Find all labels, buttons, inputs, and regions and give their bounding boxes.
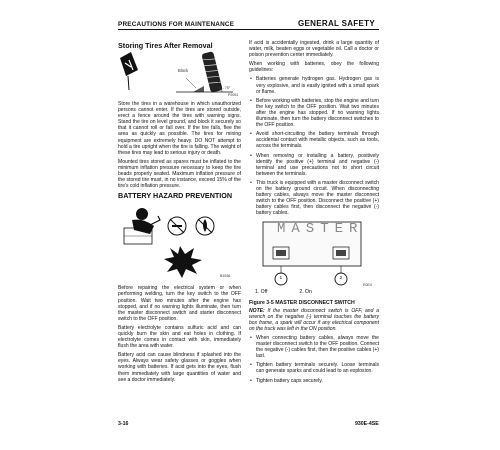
- worker-with-battery-icon: [124, 208, 160, 244]
- warning-sign-icon: [120, 52, 138, 90]
- switch-label: MASTER: [277, 221, 364, 238]
- acid-ingestion-paragraph: If acid is accidentally ingested, drink a large quantity of water, milk, beaten eggs or vegetable oil. Call a doctor or poison prevention center immediately.: [249, 40, 379, 59]
- tire-storage-figure: [118, 42, 241, 97]
- legend-on: 2. On: [299, 289, 312, 296]
- tire-block-label: Block: [178, 68, 189, 73]
- note-text: If the master disconnect switch is OFF, and a wrench on the negative (-) terminal touches the battery box frame, a spark will occur if any electrical component on the truck was left in the ON position.: [249, 307, 380, 332]
- list-item: • This truck is equipped with a master disconnect switch on the battery ground circuit. When disconnecting battery cables, always move the master disconnect switch to the OFF position. Disconnect the positive (+) battery cables first, then disconnect the negative (-) battery cables.: [249, 180, 379, 217]
- no-smoking-icon: [168, 217, 186, 235]
- list-item: • Avoid short-circuiting the battery terminals through accidental contact with metallic objects, such as tools, across the terminals.: [249, 131, 379, 149]
- figure-caption: Figure 3-5 MASTER DISCONNECT SWITCH: [249, 299, 355, 306]
- callout-1-label: 1: [279, 275, 283, 281]
- right-column: [249, 40, 379, 387]
- list-item: • Tighten battery caps securely.: [249, 378, 379, 384]
- legend-off: 1. Off: [255, 289, 268, 296]
- note-paragraph: [249, 308, 379, 332]
- connection-guidelines-list: [249, 335, 379, 384]
- tires-heading: Storing Tires After Removal: [118, 41, 213, 50]
- no-flame-icon: [196, 217, 214, 235]
- header-rule: [118, 29, 379, 30]
- guidelines-intro: When working with batteries, obey the following guidelines:: [249, 61, 379, 74]
- switch-legend: [255, 289, 379, 295]
- chapter-header: GENERAL SAFETY: [298, 19, 375, 28]
- battery-hazard-figure: [118, 204, 241, 281]
- switch-figure-code: E0E4: [363, 283, 372, 288]
- battery-guidelines-list: [249, 76, 379, 216]
- master-switch-figure: [249, 220, 379, 287]
- tire-angle-label: 90 - 75°: [217, 86, 231, 90]
- note-prefix: NOTE:: [249, 307, 265, 314]
- document-id: 930E-4SE: [355, 421, 379, 427]
- list-item: • Before working with batteries, stop the engine and turn the key switch to the OFF position. Wait two minutes after the engine has stopped. If no warning lights illuminate, then turn the battery disconnect switches to the OFF position.: [249, 98, 379, 128]
- battery-paragraph-3: Battery acid can cause blindness if splashed into the eyes. Always wear safety glasses or goggles when working with batteries. If acid gets into the eyes, flush them immediately with large quantities of water and see a doctor immediately.: [118, 352, 241, 383]
- left-column: [118, 40, 241, 386]
- tires-paragraph-1: Store the tires in a warehouse in which unauthorized persons cannot enter. If the tires are stored outside, erect a fence around the tires with warning signs. Stand the tire on level ground, and block it securely so that it cannot roll or fall over. If the tire falls, flee the area as quickly as possible. The tires for mining equipment are extremely heavy. DO NOT attempt to hold a tire upright when the tire is falling. The weight of these tires may lead to serious injury or death.: [118, 101, 241, 156]
- page-number: 3-16: [118, 421, 129, 427]
- tire-figure-code: P2051: [228, 93, 239, 97]
- battery-hazard-illustration: [118, 204, 241, 281]
- battery-figure-code: B1536: [220, 274, 231, 279]
- list-item: • When connecting battery cables, always move the master disconnect switch to the OFF position. Connect the negative (-) cables first, then the positive cables (+) last.: [249, 335, 379, 359]
- tires-paragraph-2: Mounted tires stored as spares must be inflated to the minimum inflation pressure necessary to keep the tire beads properly seated. Maximum inflation pressure of the stored tire must, in no instance, exceed 15% of the tire's cold inflation pressure.: [118, 158, 241, 190]
- callout-2-label: 2: [339, 275, 343, 281]
- battery-paragraph-1: Before repairing the electrical system or when performing welding, turn the key switch to the OFF position. Wait two minutes after the engine has stopped, and if no warning lights illuminate, then turn the master disconnect switch and starter disconnect switch to the OFF position.: [118, 285, 241, 322]
- battery-paragraph-2: Battery electrolyte contains sulfuric acid and can quickly burn the skin and eat holes in clothing. If electrolyte comes in contact with skin, immediately flush the area with water.: [118, 324, 241, 350]
- list-item: • Tighten battery terminals securely. Loose terminals can generate sparks and could lead to an explosion.: [249, 362, 379, 374]
- battery-heading: BATTERY HAZARD PREVENTION: [118, 191, 233, 201]
- explosion-icon: [164, 246, 202, 278]
- section-header: PRECAUTIONS FOR MAINTENANCE: [118, 21, 235, 28]
- list-item: • Batteries generate hydrogen gas. Hydrogen gas is very explosive, and is easily ignited with a small spark or flame.: [249, 76, 379, 94]
- list-item: • When removing or installing a battery, positively identify the positive (+) terminal and negative (-) terminal and use precautions not to short circuit between the terminals.: [249, 153, 379, 177]
